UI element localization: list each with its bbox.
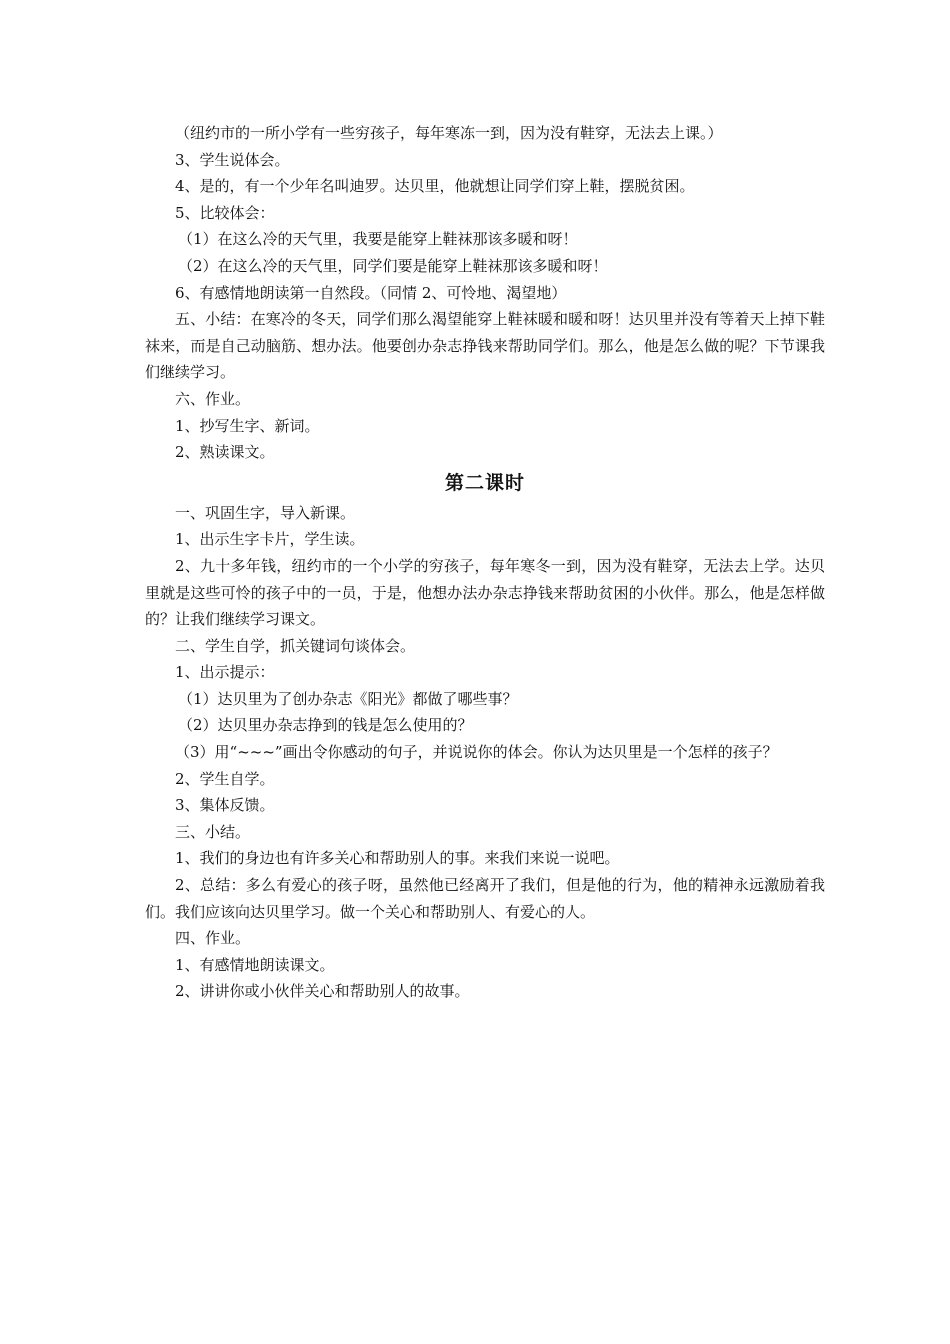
paragraph-flashcards: 1、出示生字卡片，学生读。 <box>175 530 365 549</box>
paragraph-step-6: 6、有感情地朗读第一自然段。（同情 2、可怜地、渴望地） <box>175 283 567 302</box>
paragraph-homework-1-2: 2、熟读课文。 <box>175 443 275 462</box>
paragraph-homework-2-2: 2、讲讲你或小伙伴关心和帮助别人的故事。 <box>175 982 470 1001</box>
paragraph-summary-item-1: 1、我们的身边也有许多关心和帮助别人的事。来我们来说一说吧。 <box>175 849 620 868</box>
paragraph-compare-1: （1）在这么冷的天气里，我要是能穿上鞋袜那该多暖和呀！ <box>178 230 578 249</box>
paragraph-homework-title-2: 四、作业。 <box>175 929 251 948</box>
paragraph-hint-3: （3）用“~~~”画出令你感动的句子，并说说你的体会。你认为达贝里是一个怎样的孩子？ <box>175 743 778 762</box>
paragraph-review: 一、巩固生字，导入新课。 <box>175 503 356 522</box>
paragraph-feedback: 3、集体反馈。 <box>175 796 275 815</box>
paragraph-summary-1: 五、小结：在寒冷的冬天，同学们那么渴望能穿上鞋袜暖和暖和呀！达贝里并没有等着天上掉下鞋袜来，而是自己动脑筋、想办法。他要创办杂志挣钱来帮助同学们。那么，他是怎么做的呢？下节课我们继续学习。 <box>145 310 825 382</box>
paragraph-step-4: 4、是的，有一个少年名叫迪罗。达贝里，他就想让同学们穿上鞋，摆脱贫困。 <box>175 177 695 196</box>
paragraph-homework-2-1: 1、有感情地朗读课文。 <box>175 955 335 974</box>
paragraph-hints: 1、出示提示： <box>175 663 275 682</box>
section-heading-second-lesson: 第二课时 <box>444 471 525 494</box>
paragraph-homework-title-1: 六、作业。 <box>175 389 251 408</box>
paragraph-homework-1-1: 1、抄写生字、新词。 <box>175 416 320 435</box>
paragraph-hint-2: （2）达贝里办杂志挣到的钱是怎么使用的？ <box>178 716 473 735</box>
paragraph-summary-item-2: 2、总结：多么有爱心的孩子呀，虽然他已经离开了我们，但是他的行为，他的精神永远激励着我们。我们应该向达贝里学习。做一个关心和帮助别人、有爱心的人。 <box>145 876 825 921</box>
paragraph-compare-2: （2）在这么冷的天气里，同学们要是能穿上鞋袜那该多暖和呀！ <box>178 256 608 275</box>
paragraph-hint-1: （1）达贝里为了创办杂志《阳光》都做了哪些事？ <box>178 689 518 708</box>
paragraph-summary-title: 三、小结。 <box>175 822 251 841</box>
paragraph-step-5: 5、比较体会： <box>175 203 275 222</box>
paragraph-intro-note: （纽约市的一所小学有一些穷孩子，每年寒冻一到，因为没有鞋穿，无法去上课。） <box>175 124 723 142</box>
paragraph-background: 2、九十多年钱，纽约市的一个小学的穷孩子，每年寒冬一到，因为没有鞋穿，无法去上学。达贝里就是这些可怜的孩子中的一员，于是，他想办法办杂志挣钱来帮助贫困的小伙伴。那么，他是怎样做的？让我们继续学习课文。 <box>145 556 825 629</box>
paragraph-step-3: 3、学生说体会。 <box>175 150 290 169</box>
document-body <box>145 120 825 1005</box>
paragraph-self-study: 二、学生自学，抓关键词句谈体会。 <box>175 636 416 655</box>
paragraph-student-study: 2、学生自学。 <box>175 769 275 788</box>
